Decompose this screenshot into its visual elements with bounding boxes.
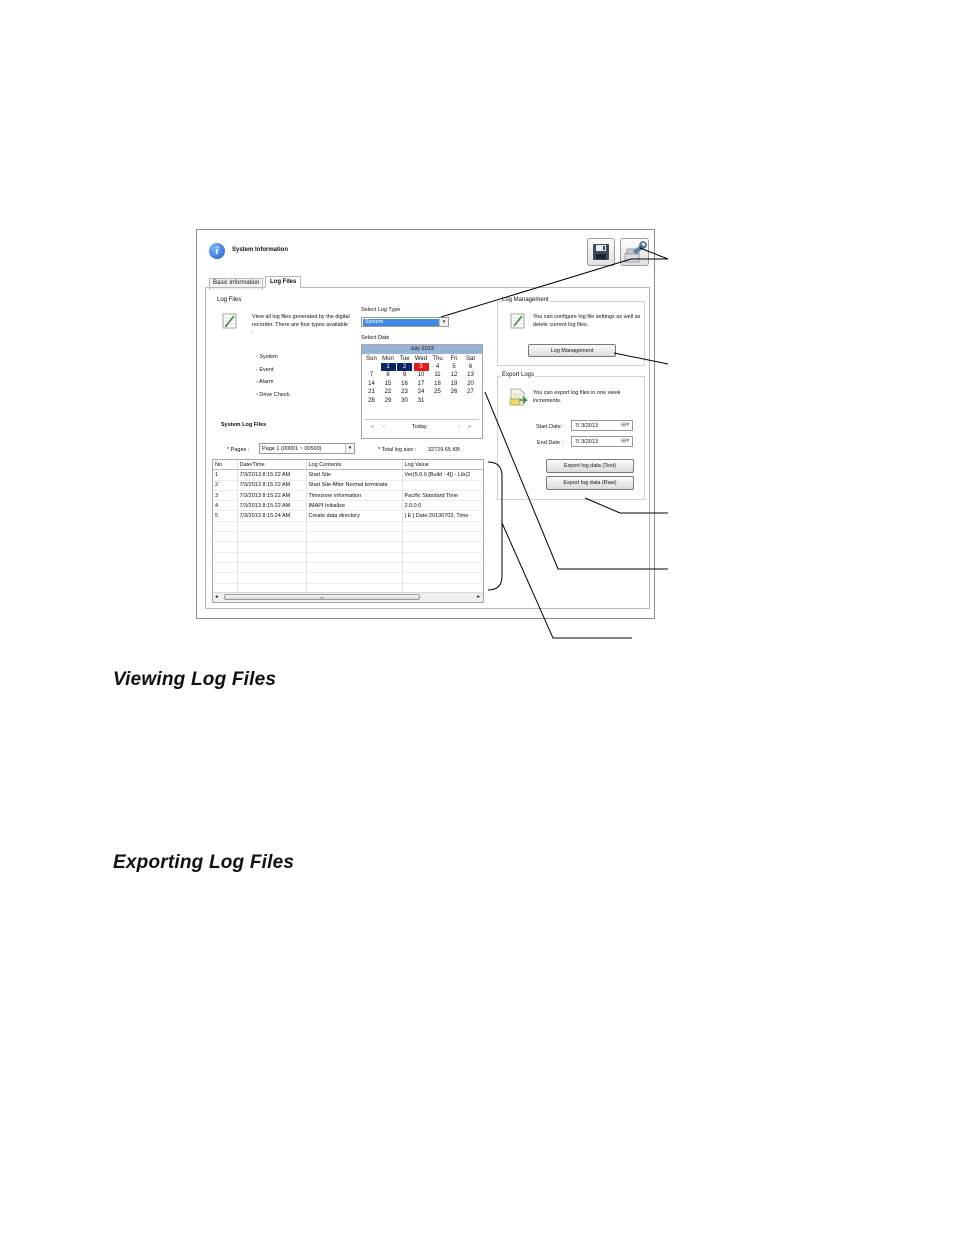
empty-table-row: [213, 532, 484, 542]
end-date-label: End Date :: [537, 440, 563, 446]
empty-cell: [213, 573, 237, 583]
cell-log-value: Ver(5.0.0 [Build : 4]) - Lib(2: [402, 470, 484, 480]
calendar-day[interactable]: 4: [435, 364, 440, 370]
log-type-drive-check: - Drive Check: [256, 391, 290, 398]
calendar-day[interactable]: 17: [417, 380, 425, 387]
empty-table-row: [213, 542, 484, 552]
empty-cell: [306, 521, 402, 531]
empty-cell: [402, 521, 484, 531]
cell-no: 4: [213, 501, 237, 511]
calendar-day[interactable]: 10: [417, 372, 425, 379]
info-icon: i: [209, 243, 225, 259]
calendar-weekday-sat: Sat: [465, 356, 475, 362]
scroll-left-arrow[interactable]: ◂: [215, 594, 218, 600]
tab-log-files-label: Log Files: [270, 279, 297, 285]
log-management-group-title: Log Management: [502, 297, 549, 303]
pages-selected-value: Page 1 (00001 ~ 00500): [262, 446, 322, 452]
export-logs-group-title: Export Logs: [502, 372, 535, 378]
calendar-weekday-sun: Sun: [366, 356, 377, 362]
cell-log-contents: Start Site: [306, 470, 402, 480]
calendar-day[interactable]: 15: [384, 380, 392, 387]
save-button[interactable]: [587, 238, 615, 266]
cell-log-value: 2.0.0.0: [402, 501, 484, 511]
calendar-day[interactable]: 24: [417, 389, 425, 396]
column-header-no[interactable]: No: [213, 460, 237, 470]
empty-cell: [237, 552, 306, 562]
calendar-day[interactable]: 31: [417, 397, 425, 404]
wrench-icon: [621, 239, 648, 265]
tab-panel: [205, 287, 650, 609]
empty-cell: [402, 573, 484, 583]
empty-cell: [402, 532, 484, 542]
log-files-description: View all log files generated by the digital recorder. There are four types available :: [252, 314, 350, 335]
empty-cell: [237, 542, 306, 552]
log-type-dropdown[interactable]: [361, 317, 449, 327]
log-table-header-row: [213, 460, 484, 470]
export-log-raw-button[interactable]: Export log data (Raw): [546, 476, 634, 490]
calendar-day[interactable]: 26: [450, 389, 458, 396]
calendar-day[interactable]: 18: [434, 380, 441, 387]
calendar-day[interactable]: 6: [468, 364, 473, 370]
cell-log-value: Pacific Standard Time: [402, 490, 484, 500]
start-date-picker[interactable]: [571, 420, 633, 431]
calendar-weekday-row: [364, 355, 480, 363]
calendar-day[interactable]: 21: [368, 389, 375, 396]
calendar-day[interactable]: 13: [467, 372, 474, 379]
calendar-day[interactable]: 25: [434, 389, 441, 396]
cell-no: 2: [213, 480, 237, 490]
empty-cell: [402, 552, 484, 562]
calendar-day[interactable]: 7: [369, 372, 374, 379]
calendar-weekday-mon: Mon: [382, 356, 394, 362]
empty-cell: [213, 552, 237, 562]
calendar-month-header: July 2013: [362, 345, 482, 354]
cell-no: 5: [213, 511, 237, 521]
scrollbar-thumb[interactable]: [224, 594, 420, 600]
calendar-last-button[interactable]: »: [468, 424, 472, 430]
table-row[interactable]: [213, 511, 484, 521]
cell-log-contents: IMAPI Initialize: [306, 501, 402, 511]
notepad-icon: [509, 312, 527, 330]
calendar-dropdown-icon: ▤▾: [621, 422, 629, 428]
calendar-prev-button[interactable]: ‹: [383, 424, 385, 430]
empty-cell: [213, 521, 237, 531]
empty-cell: [402, 562, 484, 572]
select-log-type-label: Select Log Type: [361, 307, 401, 313]
log-table-container[interactable]: [212, 459, 484, 603]
calendar-day[interactable]: 28: [368, 397, 375, 404]
export-logs-description: You can export log files in one week increments.: [533, 390, 621, 404]
empty-cell: [213, 542, 237, 552]
heading-viewing-log-files: Viewing Log Files: [113, 669, 277, 690]
calendar-today-button[interactable]: Today: [412, 424, 427, 430]
calendar-day[interactable]: 19: [450, 380, 458, 387]
calendar-dropdown-icon: ▤▾: [621, 438, 629, 444]
log-type-system: - System: [256, 354, 278, 360]
log-type-alarm: - Alarm: [256, 379, 274, 386]
calendar-day[interactable]: 16: [401, 380, 408, 387]
pages-label: * Pages :: [227, 447, 250, 453]
tab-basic-information-label: Basic Information: [213, 280, 260, 286]
empty-cell: [306, 542, 402, 552]
calendar-day[interactable]: 22: [384, 389, 392, 396]
cell-date-time: 7/3/2013 8:15:22 AM: [237, 470, 306, 480]
cell-log-contents: Timezone information: [306, 490, 402, 500]
cell-date-time: 7/3/2013 8:15:22 AM: [237, 480, 306, 490]
calendar-day[interactable]: 20: [467, 380, 474, 387]
system-log-files-title: System Log Files: [221, 422, 267, 428]
log-type-list: [256, 351, 289, 401]
column-header-log-contents[interactable]: Log Contents: [306, 460, 402, 470]
scroll-right-arrow[interactable]: ▸: [477, 594, 480, 600]
pages-dropdown[interactable]: [259, 443, 355, 454]
end-date-value: 7/ 3/2013: [575, 439, 598, 445]
cell-date-time: 7/3/2013 8:15:22 AM: [237, 501, 306, 511]
start-date-value: 7/ 3/2013: [575, 423, 598, 429]
empty-table-row: [213, 521, 484, 531]
log-type-event: - Event: [256, 366, 274, 373]
empty-table-row: [213, 562, 484, 572]
cell-no: 3: [213, 490, 237, 500]
column-header-date-time[interactable]: Date/Time: [237, 460, 306, 470]
floppy-disk-icon: [588, 239, 614, 265]
calendar-day[interactable]: 29: [384, 397, 392, 404]
empty-table-row: [213, 552, 484, 562]
log-management-button[interactable]: Log Management: [528, 344, 616, 357]
column-header-log-value[interactable]: Log Value: [402, 460, 484, 470]
log-files-group-title: Log Files: [217, 297, 242, 303]
calendar-day[interactable]: 1: [381, 363, 396, 371]
chevron-down-icon: ▾: [439, 318, 448, 326]
total-log-size-label: * Total log size :: [378, 447, 417, 453]
log-table: [213, 460, 484, 594]
cell-log-value: [ E ] Date:20130703, Time: [402, 511, 484, 521]
table-row[interactable]: [213, 470, 484, 480]
table-row[interactable]: [213, 490, 484, 500]
tab-log-files[interactable]: [265, 276, 301, 288]
calendar-day[interactable]: 2: [397, 363, 412, 371]
calendar-weekday-thu: Thu: [432, 356, 443, 362]
cell-date-time: 7/3/2013 8:15:22 AM: [237, 490, 306, 500]
calendar-weekday-wed: Wed: [414, 356, 428, 362]
empty-cell: [402, 542, 484, 552]
calendar-day[interactable]: 3: [414, 363, 429, 371]
calendar-day[interactable]: 11: [434, 372, 441, 379]
calendar-day[interactable]: 5: [452, 364, 456, 370]
start-date-label: Start Date :: [536, 424, 564, 430]
cell-date-time: 7/3/2013 8:15:24 AM: [237, 511, 306, 521]
horizontal-scrollbar[interactable]: [213, 592, 483, 602]
empty-cell: [306, 552, 402, 562]
log-management-description: You can configure log file settings as well as delete current log files.: [533, 314, 641, 328]
chevron-down-icon: ▾: [345, 444, 354, 453]
notepad-icon: [221, 312, 239, 330]
cell-log-value: [402, 480, 484, 490]
empty-cell: [237, 562, 306, 572]
log-type-selected-value: System: [363, 319, 439, 326]
cell-no: 1: [213, 470, 237, 480]
calendar-weekday-tue: Tue: [399, 356, 410, 362]
calendar-day[interactable]: 14: [368, 380, 375, 387]
table-row[interactable]: [213, 480, 484, 490]
calendar-day[interactable]: 30: [401, 397, 408, 404]
empty-cell: [237, 573, 306, 583]
empty-cell: [213, 532, 237, 542]
heading-exporting-log-files: Exporting Log Files: [113, 852, 295, 873]
calendar-weekday-fri: Fri: [450, 356, 458, 362]
select-date-label: Select Date: [361, 335, 390, 341]
system-information-window: [196, 229, 655, 619]
calendar-day[interactable]: 9: [402, 372, 407, 379]
calendar-day[interactable]: 8: [386, 372, 390, 379]
tools-button[interactable]: [620, 238, 649, 266]
empty-cell: [237, 532, 306, 542]
calendar: [361, 344, 483, 439]
calendar-day[interactable]: 23: [401, 389, 408, 396]
total-log-size-value: 32729.65 KB: [428, 447, 460, 453]
window-title: System Information: [232, 247, 289, 253]
table-row[interactable]: [213, 501, 484, 511]
empty-cell: [306, 532, 402, 542]
calendar-first-button[interactable]: «: [371, 424, 375, 430]
calendar-days-grid: [364, 363, 480, 405]
export-log-text-button[interactable]: Export log data (Text): [546, 459, 634, 473]
cell-log-contents: Start Site After Normal terminate: [306, 480, 402, 490]
export-document-icon: [508, 387, 528, 407]
end-date-picker[interactable]: [571, 436, 633, 447]
calendar-next-button[interactable]: ›: [458, 424, 460, 430]
empty-cell: [237, 521, 306, 531]
cell-log-contents: Create data directory: [306, 511, 402, 521]
empty-cell: [213, 562, 237, 572]
empty-cell: [306, 562, 402, 572]
empty-cell: [306, 573, 402, 583]
calendar-day[interactable]: 12: [450, 372, 458, 379]
scrollbar-grip: III: [320, 595, 324, 600]
empty-table-row: [213, 573, 484, 583]
calendar-day[interactable]: 27: [467, 389, 474, 396]
